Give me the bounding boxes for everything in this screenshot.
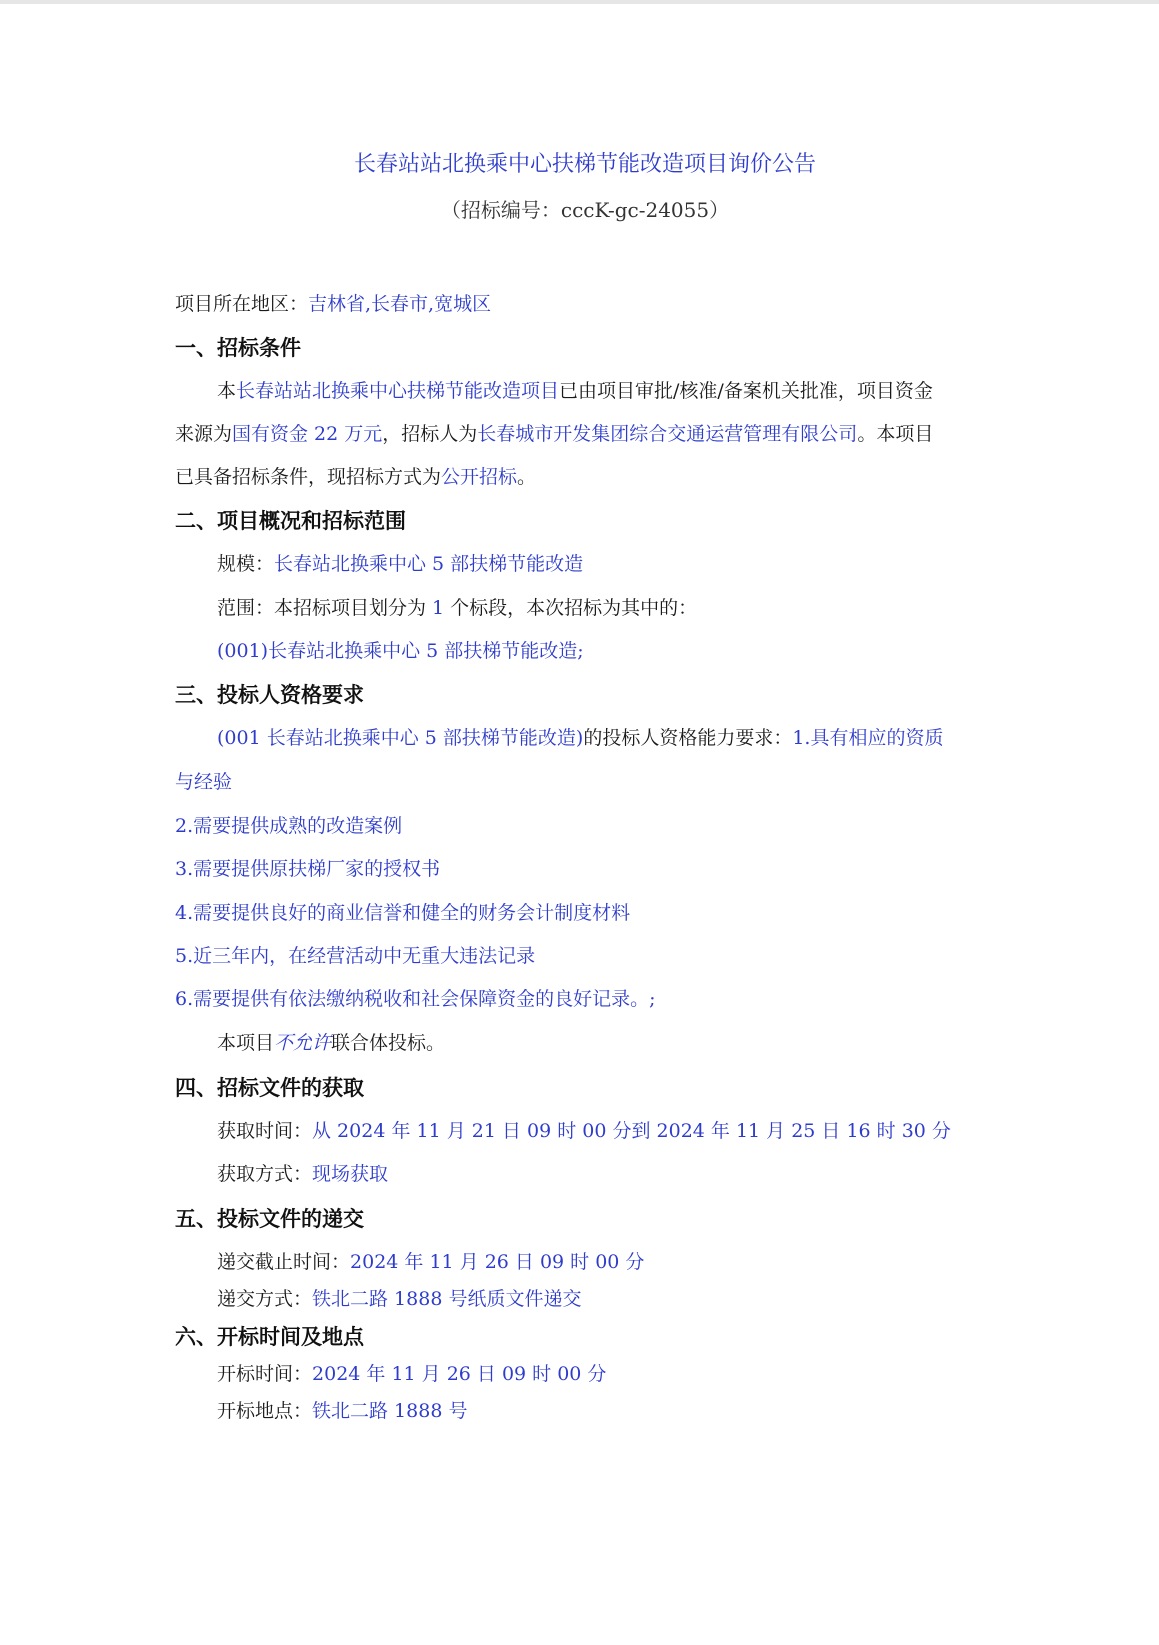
lot-count: 1 <box>432 597 445 619</box>
page-top-border <box>0 0 1159 4</box>
requirement-item: 5.近三年内，在经营活动中无重大违法记录 <box>175 945 536 967</box>
requirement-item: 2.需要提供成熟的改造案例 <box>175 815 403 837</box>
section-heading-tender-conditions: 一、招标条件 <box>175 336 301 360</box>
project-region <box>175 290 491 318</box>
scale-value: 长春站北换乘中心 5 部扶梯节能改造 <box>274 553 584 575</box>
text-fragment: 已由项目审批/核准/备案机关批准，项目资金 <box>559 380 933 402</box>
text-fragment: 来源为 <box>175 423 233 445</box>
obtain-method-label: 获取方式： <box>217 1163 313 1185</box>
section-heading-project-overview: 二、项目概况和招标范围 <box>175 509 406 533</box>
submission-method-label: 递交方式： <box>217 1288 313 1310</box>
text-fragment: 本项目 <box>217 1032 275 1054</box>
submission-method-value: 铁北二路 1888 号纸质文件递交 <box>312 1288 582 1310</box>
submission-deadline <box>217 1248 644 1276</box>
lot-reference: (001 长春站北换乘中心 5 部扶梯节能改造) <box>217 727 584 749</box>
requirement-item: 4.需要提供良好的商业信誉和健全的财务会计制度材料 <box>175 902 631 924</box>
requirement-item: 3.需要提供原扶梯厂家的授权书 <box>175 858 441 880</box>
project-name: 长春站站北换乘中心扶梯节能改造项目 <box>236 380 560 402</box>
joint-venture-statement <box>217 1029 445 1057</box>
requirement-item: 6.需要提供有依法缴纳税收和社会保障资金的良好记录。; <box>175 988 656 1010</box>
tenderer-name: 长春城市开发集团综合交通运营管理有限公司 <box>477 423 858 445</box>
obtain-time-label: 获取时间： <box>217 1120 313 1142</box>
tender-number: （招标编号：cccK-gc-24055） <box>440 198 730 222</box>
project-range <box>217 594 697 622</box>
submission-method <box>217 1285 581 1313</box>
text-fragment: 本 <box>217 380 237 402</box>
lot-item: (001)长春站北换乘中心 5 部扶梯节能改造; <box>217 640 584 662</box>
region-value: 吉林省,长春市,宽城区 <box>308 293 492 315</box>
opening-place <box>217 1397 467 1425</box>
text-fragment: 范围：本招标项目划分为 <box>217 597 427 619</box>
text-fragment: 。 <box>517 466 537 488</box>
deadline-label: 递交截止时间： <box>217 1251 351 1273</box>
tender-conditions-line-1 <box>217 377 933 405</box>
tender-conditions-line-2 <box>175 420 933 448</box>
opening-place-value: 铁北二路 1888 号 <box>312 1400 468 1422</box>
deadline-value: 2024 年 11 月 26 日 09 时 00 分 <box>350 1251 645 1273</box>
opening-time <box>217 1360 606 1388</box>
qualification-line-2: 与经验 <box>175 771 233 793</box>
obtain-time-value: 从 2024 年 11 月 21 日 09 时 00 分到 2024 年 11 月 25 日 16 时 30 分 <box>312 1120 951 1142</box>
tender-conditions-line-3 <box>175 463 536 491</box>
region-label: 项目所在地区： <box>175 293 309 315</box>
section-heading-obtain-documents: 四、招标文件的获取 <box>175 1076 364 1100</box>
opening-time-label: 开标时间： <box>217 1363 313 1385</box>
obtain-method-value: 现场获取 <box>312 1163 389 1185</box>
opening-time-value: 2024 年 11 月 26 日 09 时 00 分 <box>312 1363 607 1385</box>
text-fragment: 。本项目 <box>857 423 934 445</box>
section-heading-bidder-qualifications: 三、投标人资格要求 <box>175 683 364 707</box>
qualification-line-1 <box>217 724 943 752</box>
text-fragment: 个标段，本次招标为其中的： <box>450 597 698 619</box>
section-heading-bid-opening: 六、开标时间及地点 <box>175 1325 364 1349</box>
requirement-1: 1.具有相应的资质 <box>792 727 944 749</box>
text-fragment: 联合体投标。 <box>331 1032 446 1054</box>
obtain-method <box>217 1160 388 1188</box>
scale-label: 规模： <box>217 553 275 575</box>
text-fragment: ，招标人为 <box>382 423 478 445</box>
tender-method: 公开招标 <box>441 466 518 488</box>
text-fragment: 已具备招标条件，现招标方式为 <box>175 466 442 488</box>
document-title: 长春站站北换乘中心扶梯节能改造项目询价公告 <box>353 152 816 177</box>
obtain-time <box>217 1117 951 1145</box>
joint-venture-allowed: 不允许 <box>274 1032 332 1054</box>
text-fragment: 的投标人资格能力要求： <box>583 727 793 749</box>
fund-source: 国有资金 22 万元 <box>232 423 383 445</box>
project-scale <box>217 550 583 578</box>
section-heading-submission: 五、投标文件的递交 <box>175 1207 364 1231</box>
opening-place-label: 开标地点： <box>217 1400 313 1422</box>
